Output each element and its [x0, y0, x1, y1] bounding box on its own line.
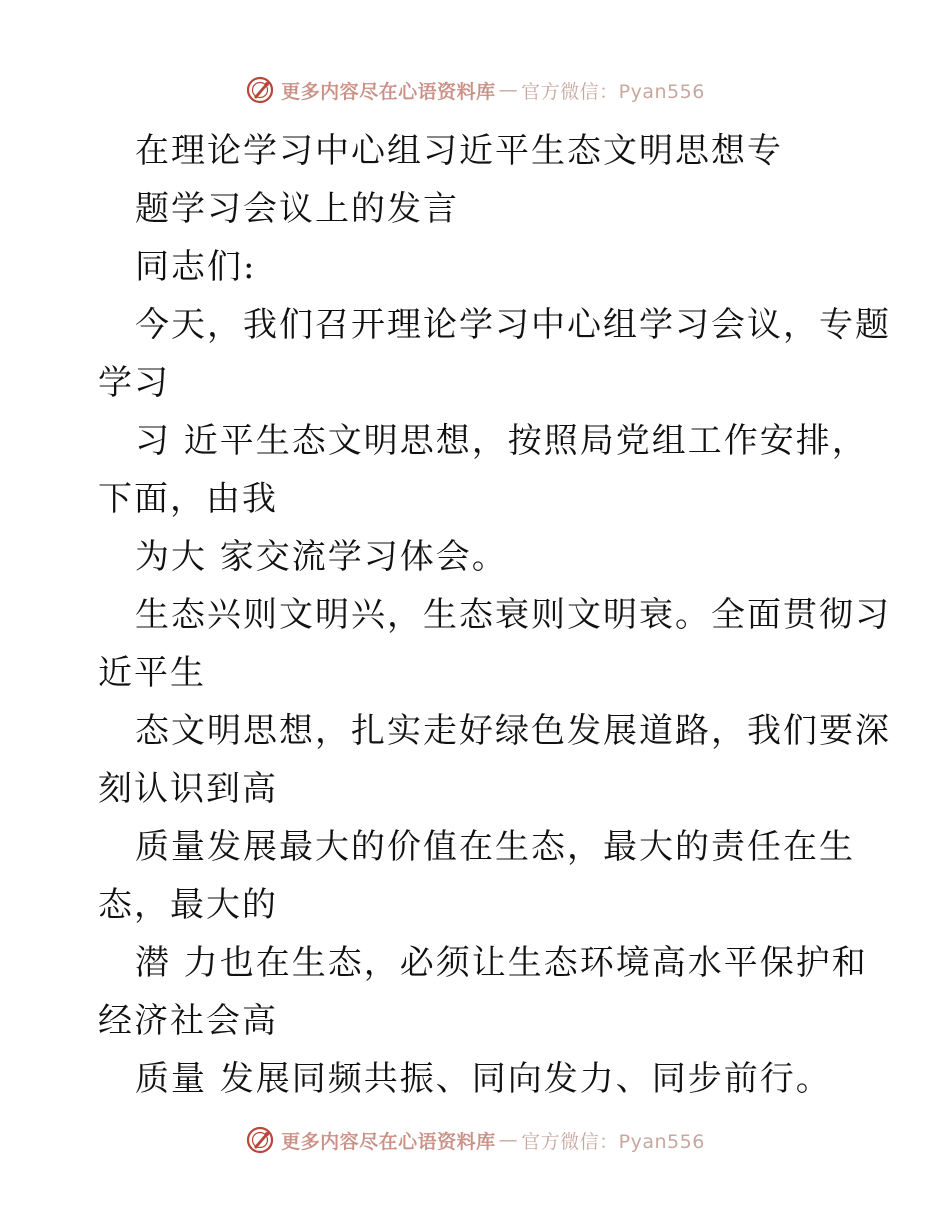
footer-brand-text: 更多内容尽在心语资料库	[281, 1130, 496, 1153]
paragraph-line: 态文明思想，扎实走好绿色发展道路，我们要深	[135, 711, 891, 751]
paragraph-line: 习 近平生态文明思想，按照局党组工作安排，	[135, 421, 868, 461]
paragraph-line: 态，最大的	[98, 885, 278, 925]
title-line-1: 在理论学习中心组习近平生态文明思想专	[135, 131, 783, 171]
footer-watermark	[0, 1120, 950, 1160]
paragraph-line: 学习	[98, 363, 170, 403]
paragraph-line: 潜 力也在生态，必须让生态环境高水平保护和	[135, 943, 868, 983]
paragraph-line: 质量发展最大的价值在生态，最大的责任在生	[135, 827, 855, 867]
paragraph-line: 质量 发展同频共振、同向发力、同步前行。	[135, 1059, 832, 1099]
paragraph-line: 今天，我们召开理论学习中心组学习会议，专题	[135, 305, 891, 345]
paragraph-line: 下面，由我	[98, 479, 278, 519]
seal-pen-logo-icon	[245, 1125, 275, 1155]
footer-contact-text: 官方微信：Pyan556	[521, 1130, 705, 1153]
footer-separator: —	[498, 1129, 519, 1151]
seal-pen-logo-icon	[245, 75, 275, 105]
paragraph-line: 经济社会高	[98, 1001, 278, 1041]
header-brand-text: 更多内容尽在心语资料库	[281, 80, 496, 103]
header-separator: —	[498, 79, 519, 101]
paragraph-line: 刻认识到高	[98, 769, 278, 809]
header-contact-text: 官方微信：Pyan556	[521, 80, 705, 103]
paragraph-line: 近平生	[98, 653, 206, 693]
title-line-2: 题学习会议上的发言	[135, 189, 459, 229]
header-watermark	[0, 70, 950, 110]
salutation: 同志们:	[135, 247, 257, 287]
paragraph-line: 为大 家交流学习体会。	[135, 537, 508, 577]
paragraph-line: 生态兴则文明兴，生态衰则文明衰。全面贯彻习	[135, 595, 891, 635]
